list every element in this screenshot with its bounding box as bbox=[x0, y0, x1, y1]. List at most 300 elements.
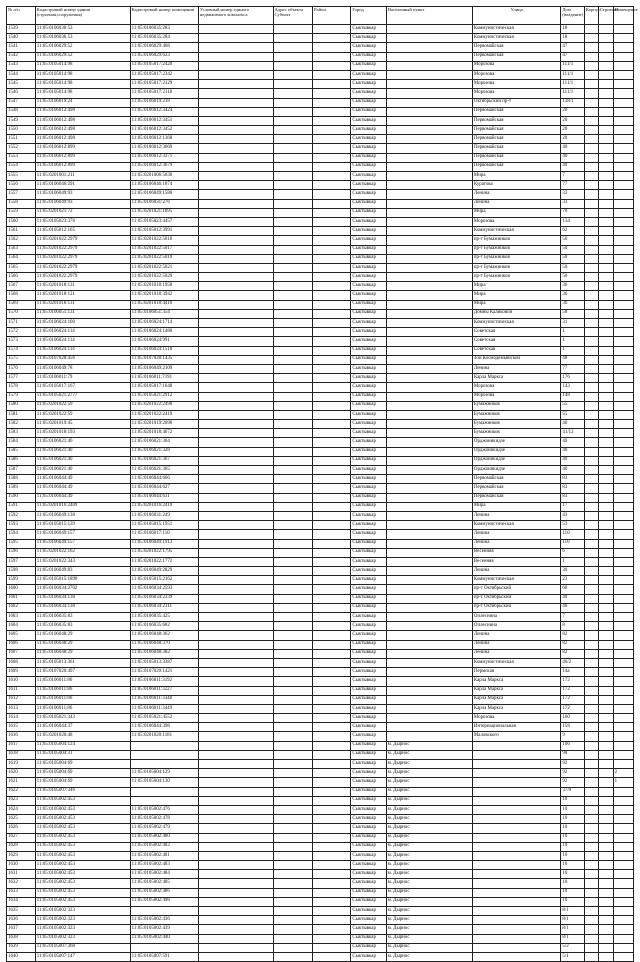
row-locality bbox=[386, 309, 472, 318]
row-locality bbox=[386, 291, 472, 300]
row-street: Зои Космодемьянской bbox=[472, 355, 561, 364]
row-corpus bbox=[584, 245, 598, 254]
row-conditional bbox=[198, 870, 273, 879]
row-city: Сыктывкар bbox=[351, 420, 386, 429]
table-header bbox=[7, 7, 638, 25]
row-cadastral: 11:05:0106044:37 bbox=[35, 723, 130, 732]
row-cadastral: 11:05:0106019:24 bbox=[35, 98, 130, 107]
row-street bbox=[472, 851, 561, 860]
row-locality bbox=[386, 723, 472, 732]
row-num: 1603 bbox=[7, 613, 36, 622]
row-house: 58 bbox=[561, 309, 584, 318]
row-num: 1552 bbox=[7, 144, 36, 153]
row-street: Советская bbox=[472, 346, 561, 355]
row-corpus bbox=[584, 686, 598, 695]
row-building: 11:05:0106031:249 bbox=[130, 511, 198, 520]
row-cadastral: 11:05:0106024:114 bbox=[35, 328, 130, 337]
row-subject bbox=[273, 328, 312, 337]
row-structure bbox=[598, 686, 613, 695]
row-room bbox=[613, 732, 633, 741]
row-building: 11:05:0106021:367 bbox=[130, 456, 198, 465]
row-district bbox=[313, 300, 351, 309]
row-street: Мира bbox=[472, 300, 561, 309]
row-street: Мира bbox=[472, 291, 561, 300]
row-subject bbox=[273, 576, 312, 585]
row-conditional bbox=[198, 89, 273, 98]
row-corpus bbox=[584, 677, 598, 686]
row-structure bbox=[598, 925, 613, 934]
row-district bbox=[313, 805, 351, 814]
row-conditional bbox=[198, 723, 273, 732]
row-city: Сыктывкар bbox=[351, 346, 386, 355]
row-locality bbox=[386, 548, 472, 557]
row-building: 11:05:0105015:1951 bbox=[130, 521, 198, 530]
row-structure bbox=[598, 842, 613, 851]
row-structure bbox=[598, 539, 613, 548]
row-corpus bbox=[584, 364, 598, 373]
row-building: 11:05:0106021:364 bbox=[130, 438, 198, 447]
row-room bbox=[613, 603, 633, 612]
row-locality bbox=[386, 484, 472, 493]
row-room bbox=[613, 677, 633, 686]
row-street: пр-т Октябрьский bbox=[472, 594, 561, 603]
row-room bbox=[613, 870, 633, 879]
row-district bbox=[313, 521, 351, 530]
row-conditional bbox=[198, 805, 273, 814]
row-num: 1570 bbox=[7, 309, 36, 318]
row-street: Ленина bbox=[472, 649, 561, 658]
row-cadastral: 11:05:0106012:498 bbox=[35, 116, 130, 125]
row-num: 1557 bbox=[7, 190, 36, 199]
cadastral-register-table bbox=[6, 6, 638, 962]
row-street: Первомайская bbox=[472, 475, 561, 484]
row-structure bbox=[598, 392, 613, 401]
row-locality bbox=[386, 144, 472, 153]
row-cadastral: 11:05:0105004:124 bbox=[35, 741, 130, 750]
row-corpus bbox=[584, 456, 598, 465]
row-subject bbox=[273, 181, 312, 190]
row-street: Куратова bbox=[472, 181, 561, 190]
row-building: 11:05:0105004:130 bbox=[130, 778, 198, 787]
row-structure bbox=[598, 199, 613, 208]
table-row bbox=[7, 833, 634, 842]
row-building: 11:05:0201018:1958 bbox=[130, 282, 198, 291]
row-house: 17 bbox=[561, 502, 584, 511]
row-cadastral: 11:05:0106034:2702 bbox=[35, 585, 130, 594]
row-room bbox=[613, 815, 633, 824]
table-row bbox=[7, 456, 634, 465]
row-building: 11:05:0105002:482 bbox=[130, 842, 198, 851]
row-num: 1584 bbox=[7, 438, 36, 447]
row-room bbox=[613, 787, 633, 796]
table-row bbox=[7, 300, 634, 309]
row-locality: м. Дырнос bbox=[386, 778, 472, 787]
row-city: Сыктывкар bbox=[351, 309, 386, 318]
header-house: Дом (владение) bbox=[561, 7, 584, 25]
row-house: 143 bbox=[561, 383, 584, 392]
row-cadastral: 11:05:0105004:69 bbox=[35, 760, 130, 769]
row-house: 50 bbox=[561, 263, 584, 272]
row-locality bbox=[386, 245, 472, 254]
row-conditional bbox=[198, 943, 273, 952]
row-num: 1546 bbox=[7, 89, 36, 98]
row-num: 1607 bbox=[7, 649, 36, 658]
row-num: 1608 bbox=[7, 658, 36, 667]
table-row bbox=[7, 842, 634, 851]
row-city: Сыктывкар bbox=[351, 236, 386, 245]
row-subject bbox=[273, 925, 312, 934]
row-structure bbox=[598, 227, 613, 236]
row-locality bbox=[386, 135, 472, 144]
row-conditional bbox=[198, 539, 273, 548]
row-street: Морозова bbox=[472, 89, 561, 98]
row-subject bbox=[273, 456, 312, 465]
row-num: 1612 bbox=[7, 695, 36, 704]
row-building: 11:05:0105002:498 bbox=[130, 897, 198, 906]
row-room bbox=[613, 695, 633, 704]
table-row bbox=[7, 466, 634, 475]
row-cadastral: 11:05:0201018:131 bbox=[35, 300, 130, 309]
row-structure bbox=[598, 273, 613, 282]
row-corpus bbox=[584, 833, 598, 842]
row-corpus bbox=[584, 695, 598, 704]
row-subject bbox=[273, 162, 312, 171]
row-city: Сыктывкар bbox=[351, 732, 386, 741]
row-room bbox=[613, 686, 633, 695]
row-locality: м. Дырнос bbox=[386, 934, 472, 943]
row-house: 40 bbox=[561, 153, 584, 162]
table-row bbox=[7, 70, 634, 79]
table-row bbox=[7, 144, 634, 153]
row-building: 11:05:0106049:2109 bbox=[130, 364, 198, 373]
row-corpus bbox=[584, 80, 598, 89]
row-structure bbox=[598, 567, 613, 576]
row-street: Коммунистическая bbox=[472, 521, 561, 530]
row-house: 134 bbox=[561, 217, 584, 226]
row-conditional bbox=[198, 475, 273, 484]
row-city: Сыктывкар bbox=[351, 686, 386, 695]
row-room bbox=[613, 805, 633, 814]
row-cadastral: 11:05:0105002:453 bbox=[35, 870, 130, 879]
row-num: 1600 bbox=[7, 585, 36, 594]
row-subject bbox=[273, 594, 312, 603]
row-num: 1572 bbox=[7, 328, 36, 337]
row-street: Октябрьский пр-т bbox=[472, 98, 561, 107]
row-locality: м. Дырнос bbox=[386, 897, 472, 906]
row-district bbox=[313, 392, 351, 401]
row-house: 33 bbox=[561, 199, 584, 208]
row-conditional bbox=[198, 438, 273, 447]
row-corpus bbox=[584, 640, 598, 649]
row-locality bbox=[386, 107, 472, 116]
row-locality: м. Дырнос bbox=[386, 916, 472, 925]
row-room bbox=[613, 723, 633, 732]
row-num: 1630 bbox=[7, 861, 36, 870]
row-city: Сыктывкар bbox=[351, 282, 386, 291]
row-structure bbox=[598, 70, 613, 79]
row-room bbox=[613, 943, 633, 952]
row-locality: м. Дырнос bbox=[386, 805, 472, 814]
row-room bbox=[613, 291, 633, 300]
row-structure bbox=[598, 530, 613, 539]
row-district bbox=[313, 484, 351, 493]
table-row bbox=[7, 475, 634, 484]
row-city: Сыктывкар bbox=[351, 640, 386, 649]
header-city: Город bbox=[351, 7, 386, 25]
row-locality bbox=[386, 162, 472, 171]
row-structure bbox=[598, 346, 613, 355]
row-district bbox=[313, 447, 351, 456]
header-room: Помещение bbox=[613, 7, 633, 25]
row-subject bbox=[273, 695, 312, 704]
row-district bbox=[313, 227, 351, 236]
row-num: 1610 bbox=[7, 677, 36, 686]
row-building: 11:05:0106044:666 bbox=[130, 475, 198, 484]
row-conditional bbox=[198, 778, 273, 787]
table-row bbox=[7, 548, 634, 557]
row-locality bbox=[386, 622, 472, 631]
table-row bbox=[7, 741, 634, 750]
row-cadastral: 11:05:0106049:93 bbox=[35, 190, 130, 199]
row-house: 110 bbox=[561, 539, 584, 548]
row-locality bbox=[386, 337, 472, 346]
row-subject bbox=[273, 217, 312, 226]
row-cadastral: 11:05:0106049:78 bbox=[35, 364, 130, 373]
row-conditional bbox=[198, 815, 273, 824]
row-structure bbox=[598, 613, 613, 622]
row-conditional bbox=[198, 217, 273, 226]
row-city: Сыктывкар bbox=[351, 631, 386, 640]
row-cadastral: 11:05:0105002:453 bbox=[35, 815, 130, 824]
row-cadastral: 11:05:0105002:453 bbox=[35, 879, 130, 888]
row-subject bbox=[273, 144, 312, 153]
row-cadastral: 11:05:0105017:167 bbox=[35, 383, 130, 392]
row-conditional bbox=[198, 658, 273, 667]
row-house: 172 bbox=[561, 677, 584, 686]
row-structure bbox=[598, 355, 613, 364]
row-street: Первомайская bbox=[472, 107, 561, 116]
header-district: Район bbox=[313, 7, 351, 25]
row-building: 11:05:0106024:1518 bbox=[130, 346, 198, 355]
row-house: 55 bbox=[561, 401, 584, 410]
row-conditional bbox=[198, 925, 273, 934]
row-cadastral: 11:05:0105002:453 bbox=[35, 805, 130, 814]
row-building: 11:05:0106011:3192 bbox=[130, 677, 198, 686]
row-room bbox=[613, 273, 633, 282]
row-building: 11:05:0106024:1480 bbox=[130, 328, 198, 337]
table-row bbox=[7, 613, 634, 622]
row-locality bbox=[386, 208, 472, 217]
table-row bbox=[7, 870, 634, 879]
row-num: 1609 bbox=[7, 668, 36, 677]
row-locality bbox=[386, 695, 472, 704]
row-street: Первомайская bbox=[472, 135, 561, 144]
row-locality bbox=[386, 521, 472, 530]
row-structure bbox=[598, 144, 613, 153]
row-building: 11:05:0106049:1580 bbox=[130, 190, 198, 199]
row-house: 37/0 bbox=[561, 787, 584, 796]
row-num: 1616 bbox=[7, 732, 36, 741]
row-room bbox=[613, 557, 633, 566]
row-subject bbox=[273, 263, 312, 272]
row-district bbox=[313, 585, 351, 594]
row-street: пр-т Бумажников bbox=[472, 236, 561, 245]
row-room bbox=[613, 897, 633, 906]
row-cadastral: 11:05:0106012:498 bbox=[35, 107, 130, 116]
table-row bbox=[7, 557, 634, 566]
row-num: 1589 bbox=[7, 484, 36, 493]
row-district bbox=[313, 594, 351, 603]
row-street: пр-т Бумажников bbox=[472, 273, 561, 282]
row-corpus bbox=[584, 263, 598, 272]
row-house: 176 bbox=[561, 374, 584, 383]
row-city: Сыктывкар bbox=[351, 89, 386, 98]
row-room bbox=[613, 842, 633, 851]
row-cadastral: 11:05:0106036:53 bbox=[35, 34, 130, 43]
table-row bbox=[7, 714, 634, 723]
table-row bbox=[7, 309, 634, 318]
table-row bbox=[7, 585, 634, 594]
row-locality bbox=[386, 530, 472, 539]
row-building: 11:05:0201022:5021 bbox=[130, 263, 198, 272]
row-subject bbox=[273, 346, 312, 355]
row-num: 1606 bbox=[7, 640, 36, 649]
row-city: Сыктывкар bbox=[351, 897, 386, 906]
row-district bbox=[313, 80, 351, 89]
row-room bbox=[613, 43, 633, 52]
row-district bbox=[313, 217, 351, 226]
row-locality: м. Дырнос bbox=[386, 861, 472, 870]
row-street bbox=[472, 815, 561, 824]
table-row bbox=[7, 502, 634, 511]
table-row bbox=[7, 25, 634, 34]
row-conditional bbox=[198, 263, 273, 272]
row-structure bbox=[598, 888, 613, 897]
row-corpus bbox=[584, 760, 598, 769]
row-room bbox=[613, 879, 633, 888]
row-structure bbox=[598, 732, 613, 741]
table-row bbox=[7, 796, 634, 805]
table-row bbox=[7, 925, 634, 934]
row-subject bbox=[273, 521, 312, 530]
row-corpus bbox=[584, 70, 598, 79]
table-row bbox=[7, 934, 634, 943]
row-structure bbox=[598, 328, 613, 337]
row-subject bbox=[273, 208, 312, 217]
row-house: 40 bbox=[561, 144, 584, 153]
row-corpus bbox=[584, 594, 598, 603]
table-row bbox=[7, 34, 634, 43]
table-row bbox=[7, 107, 634, 116]
row-corpus bbox=[584, 879, 598, 888]
row-subject bbox=[273, 43, 312, 52]
row-cadastral: 11:05:0201016:2409 bbox=[35, 502, 130, 511]
row-structure bbox=[598, 52, 613, 61]
table-row bbox=[7, 704, 634, 713]
row-conditional bbox=[198, 383, 273, 392]
row-structure bbox=[598, 952, 613, 961]
row-locality bbox=[386, 640, 472, 649]
row-building: 11:05:0105002:476 bbox=[130, 805, 198, 814]
table-row bbox=[7, 43, 634, 52]
row-city: Сыктывкар bbox=[351, 475, 386, 484]
row-num: 1627 bbox=[7, 833, 36, 842]
table-row bbox=[7, 282, 634, 291]
row-subject bbox=[273, 392, 312, 401]
row-cadastral: 11:05:0105012:165 bbox=[35, 227, 130, 236]
row-locality: м. Дырнос bbox=[386, 870, 472, 879]
row-city: Сыктывкар bbox=[351, 355, 386, 364]
row-num: 1632 bbox=[7, 879, 36, 888]
row-street: Бумажников bbox=[472, 410, 561, 419]
row-corpus bbox=[584, 539, 598, 548]
row-conditional bbox=[198, 842, 273, 851]
row-building: 11:05:0105017:2129 bbox=[130, 80, 198, 89]
row-street: Ленина bbox=[472, 190, 561, 199]
row-subject bbox=[273, 585, 312, 594]
row-num: 1591 bbox=[7, 502, 36, 511]
row-subject bbox=[273, 172, 312, 181]
row-corpus bbox=[584, 355, 598, 364]
header-locality: Населенный пункт bbox=[386, 7, 472, 25]
row-structure bbox=[598, 493, 613, 502]
table-row bbox=[7, 199, 634, 208]
row-room bbox=[613, 153, 633, 162]
row-district bbox=[313, 732, 351, 741]
row-conditional bbox=[198, 861, 273, 870]
row-conditional bbox=[198, 282, 273, 291]
row-building: 11:05:0105017:2420 bbox=[130, 61, 198, 70]
row-structure bbox=[598, 208, 613, 217]
row-cadastral: 11:05:0105002:453 bbox=[35, 888, 130, 897]
row-district bbox=[313, 43, 351, 52]
row-street: Маловского bbox=[472, 732, 561, 741]
row-conditional bbox=[198, 410, 273, 419]
row-cadastral: 11:05:0105014:98 bbox=[35, 89, 130, 98]
row-cadastral: 11:05:0106046:291 bbox=[35, 181, 130, 190]
row-house: 20 bbox=[561, 116, 584, 125]
row-building: 11:05:0106019:218 bbox=[130, 98, 198, 107]
row-building: 11:05:0201022:5020 bbox=[130, 273, 198, 282]
row-house: 36 bbox=[561, 291, 584, 300]
row-room bbox=[613, 438, 633, 447]
row-street bbox=[472, 943, 561, 952]
row-house: 82 bbox=[561, 631, 584, 640]
row-city: Сыктывкар bbox=[351, 521, 386, 530]
row-structure bbox=[598, 594, 613, 603]
table-row bbox=[7, 181, 634, 190]
row-building: 11:05:0201021:1895 bbox=[130, 208, 198, 217]
row-district bbox=[313, 613, 351, 622]
row-district bbox=[313, 52, 351, 61]
row-num: 1543 bbox=[7, 61, 36, 70]
row-num: 1560 bbox=[7, 217, 36, 226]
row-conditional bbox=[198, 576, 273, 585]
row-conditional bbox=[198, 61, 273, 70]
row-structure bbox=[598, 677, 613, 686]
row-num: 1636 bbox=[7, 916, 36, 925]
row-structure bbox=[598, 364, 613, 373]
row-building: 11:05:0201022:1795 bbox=[130, 548, 198, 557]
row-cadastral: 11:05:0106011:86 bbox=[35, 704, 130, 713]
row-city: Сыктывкар bbox=[351, 943, 386, 952]
row-locality: м. Дырнос bbox=[386, 888, 472, 897]
row-structure bbox=[598, 815, 613, 824]
row-district bbox=[313, 153, 351, 162]
row-city: Сыктывкар bbox=[351, 374, 386, 383]
row-num: 1592 bbox=[7, 511, 36, 520]
row-street bbox=[472, 870, 561, 879]
